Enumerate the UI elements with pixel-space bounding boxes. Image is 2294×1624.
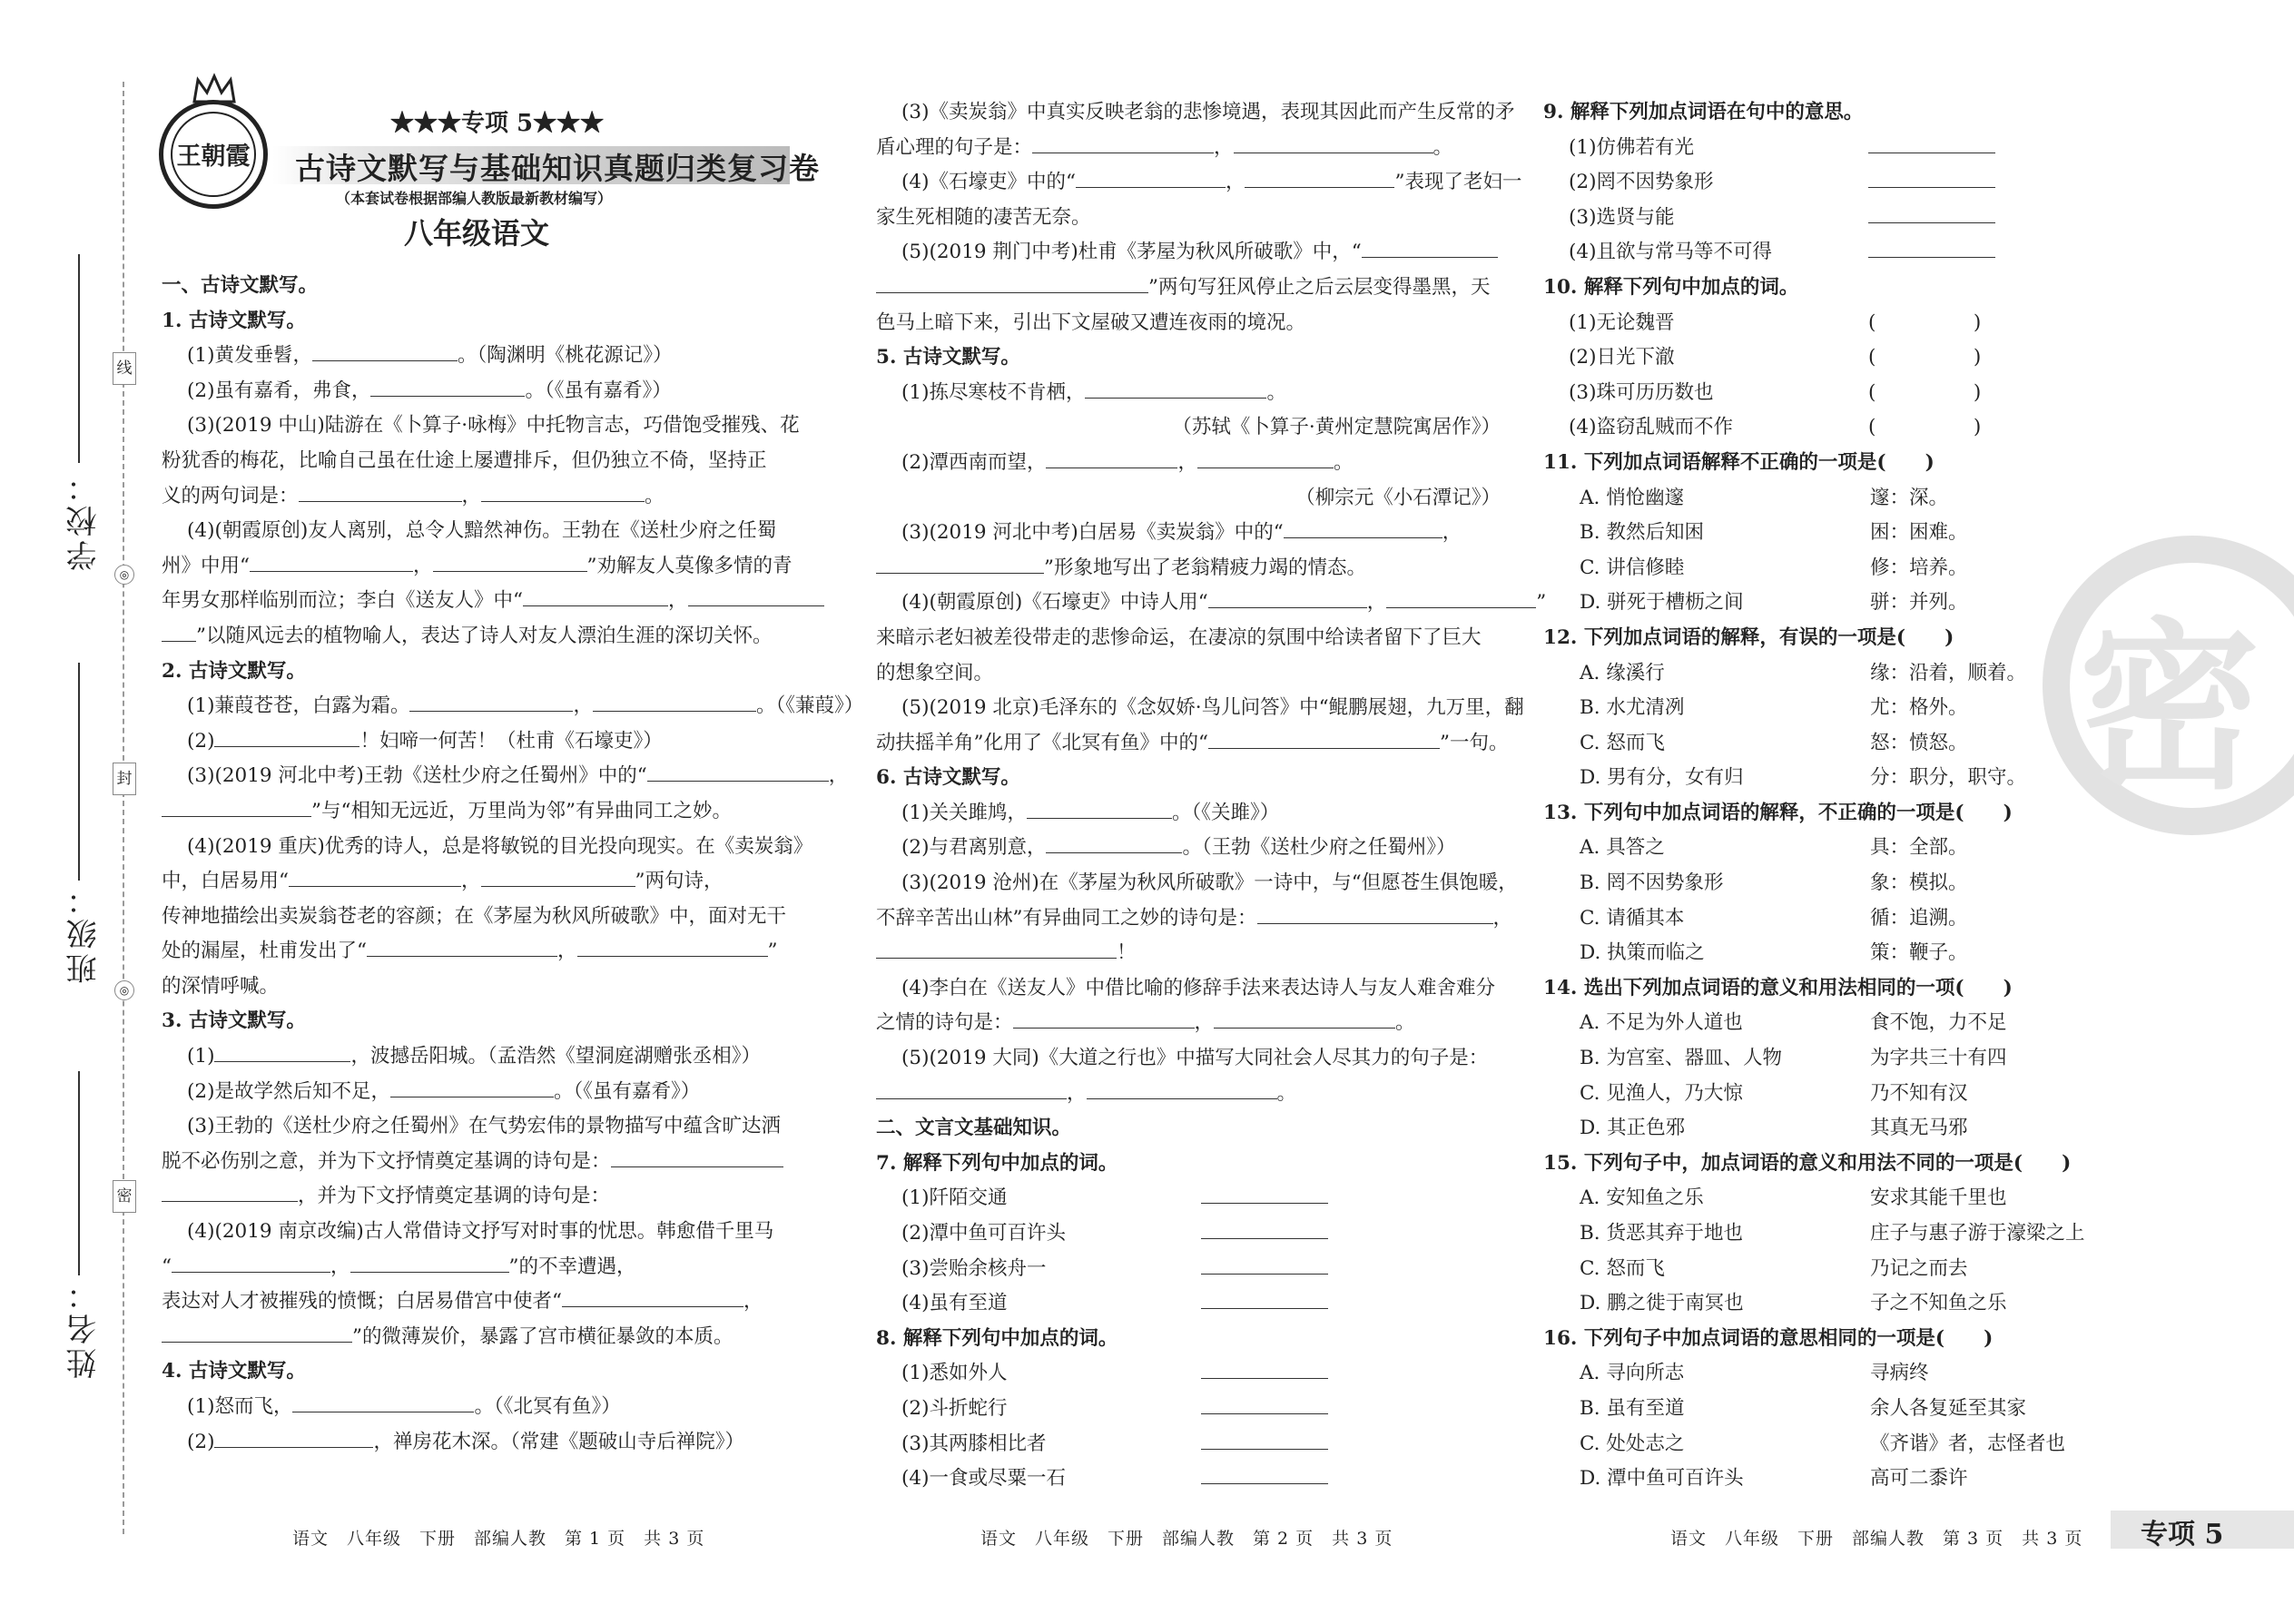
choice-option-text: C. 怒而飞 <box>1580 1256 1665 1280</box>
question-item: (1) ，波撼岳阳城。（孟浩然《望洞庭湖赠张丞相》） <box>162 1039 863 1075</box>
column-3 <box>1543 95 2085 1497</box>
choice-option-gloss: 安求其能千里也 <box>1870 1186 2007 1210</box>
answer-blank[interactable] <box>1257 903 1493 924</box>
choice-option[interactable] <box>1543 866 2085 901</box>
choice-option[interactable] <box>1543 1356 2085 1392</box>
question-title: 14. 选出下列加点词语的意义和用法相同的一项( ) <box>1543 976 2013 999</box>
question-item: “ ， ”的不幸遭遇， <box>162 1250 863 1285</box>
choice-option-gloss: 怒：愤怒。 <box>1870 731 1968 754</box>
question-item: (2)罔不因势象形 <box>1543 165 2085 201</box>
question-title: 1. 古诗文默写。 <box>162 309 306 332</box>
section-heading: 二、文言文基础知识。 <box>876 1117 1072 1140</box>
question-item: (1)悉如外人 <box>876 1356 1546 1392</box>
binding-hole-icon: ◎ <box>114 565 134 585</box>
brand-logo <box>159 100 268 209</box>
school-label: 学校： <box>66 468 103 571</box>
choice-option-gloss: 骈：并列。 <box>1870 591 1968 615</box>
choice-option[interactable] <box>1543 1041 2085 1077</box>
question-item: 州》中用“ ， ”劝解友人莫像多情的青 <box>162 549 863 585</box>
choice-option-text: D. 骈死于槽枥之间 <box>1580 591 1744 615</box>
answer-blank[interactable] <box>577 936 768 957</box>
grade-title: 八年级语文 <box>404 216 550 251</box>
choice-option[interactable] <box>1543 1006 2085 1041</box>
name-field[interactable] <box>78 1071 80 1275</box>
question-title: 6. 古诗文默写。 <box>876 766 1020 790</box>
choice-option-text: A. 寻向所志 <box>1580 1362 1685 1385</box>
answer-blank[interactable] <box>876 272 1148 293</box>
question-text: 的深情呼喊。 <box>162 974 280 998</box>
answer-blank[interactable] <box>162 621 196 642</box>
answer-blank[interactable] <box>481 866 635 887</box>
question-title: 5. 古诗文默写。 <box>876 346 1020 369</box>
choice-option[interactable] <box>1543 516 2085 551</box>
choice-option-text: C. 讲信修睦 <box>1580 556 1685 579</box>
section-heading: 一、古诗文默写。 <box>162 274 319 297</box>
question-item: 义的两句词是： ， 。 <box>162 479 863 515</box>
answer-blank[interactable] <box>350 1252 509 1273</box>
question-text: 家生死相随的凄苦无奈。 <box>876 205 1091 229</box>
question-item: (4)且欲与常马等不可得 <box>1543 235 2085 271</box>
choice-option-gloss: 缘：沿着，顺着。 <box>1870 661 2027 684</box>
special-title: ★★★专项 5★★★ <box>390 110 605 137</box>
answer-blank[interactable] <box>1362 237 1498 258</box>
question-title: 9. 解释下列加点词语在句中的意思。 <box>1543 101 1864 123</box>
answer-blank[interactable] <box>1201 1254 1328 1275</box>
choice-option-text: B. 货恶其弃于地也 <box>1580 1222 1743 1245</box>
answer-blank[interactable] <box>1085 378 1266 399</box>
answer-blank[interactable] <box>214 726 359 747</box>
choice-option-text: C. 请循其本 <box>1580 906 1685 930</box>
answer-blank[interactable] <box>162 1322 352 1343</box>
question-title: 8. 解释下列句中加点的词。 <box>876 1326 1118 1350</box>
answer-blank[interactable] <box>1013 1008 1195 1029</box>
question-item: 中，白居易用“ ， ”两句诗， <box>162 864 863 900</box>
question-item: (1)阡陌交通 <box>876 1181 1546 1216</box>
class-label: 班级： <box>66 881 103 984</box>
answer-blank[interactable] <box>390 1077 554 1097</box>
choice-option-gloss: 具：全部。 <box>1870 836 1968 860</box>
choice-option-text: A. 安知鱼之乐 <box>1580 1186 1704 1210</box>
question-item: 之情的诗句是： ， 。 <box>876 1006 1546 1041</box>
choice-option[interactable] <box>1543 761 2085 796</box>
special-badge: 专项 5 <box>2141 1519 2224 1550</box>
question-item: 盾心理的句子是： ， 。 <box>876 131 1546 166</box>
question-item: (3)珠可历历数也 ( ) <box>1569 380 1982 404</box>
question-item: (2)是故学然后知不足， 。（《虽有嘉肴》） <box>162 1075 863 1110</box>
answer-blank[interactable] <box>647 761 829 782</box>
question-item: (2)与君离别意， 。（王勃《送杜少府之任蜀州》） <box>876 831 1546 866</box>
question-item: (2)潭西南而望， ， 。 <box>876 446 1546 481</box>
choice-option-gloss: 分：职分，职守。 <box>1870 766 2027 790</box>
question-item: (2)潭中鱼可百许头 <box>876 1216 1546 1252</box>
question-item: (4)李白在《送友人》中借比喻的修辞手法来表达诗人与友人难舍难分 <box>901 976 1495 999</box>
choice-option-text: D. 潭中鱼可百许头 <box>1580 1467 1744 1491</box>
page-footer: 语文 八年级 下册 部编人教 第 3 页 共 3 页 <box>1670 1529 2083 1549</box>
answer-blank[interactable] <box>1076 167 1226 188</box>
question-item: (2)虽有嘉肴，弗食， 。（《虽有嘉肴》） <box>162 374 863 409</box>
choice-option-text: D. 鹏之徙于南冥也 <box>1580 1292 1744 1315</box>
choice-option[interactable] <box>1543 901 2085 937</box>
answer-blank[interactable] <box>876 938 1117 959</box>
question-item: (2)斗折蛇行 <box>876 1392 1546 1427</box>
column-1 <box>162 269 863 1460</box>
question-item: (3)(2019 中山)陆游在《卜算子·咏梅》中托物言志，巧借饱受摧残、花 <box>187 414 800 438</box>
choice-option-text: A. 不足为外人道也 <box>1580 1011 1743 1035</box>
column-2 <box>876 95 1546 1497</box>
choice-option-gloss: 其真无马邪 <box>1870 1117 1968 1140</box>
answer-blank[interactable] <box>1087 1078 1277 1099</box>
answer-blank[interactable] <box>1197 448 1334 468</box>
question-title: 12. 下列加点词语的解释，有误的一项是( ) <box>1543 625 1954 649</box>
answer-blank[interactable] <box>1201 1218 1328 1239</box>
answer-blank[interactable] <box>1234 133 1433 153</box>
question-item: (3)其两膝相比者 <box>876 1427 1546 1462</box>
answer-blank[interactable] <box>481 481 645 502</box>
question-item: 处的漏屋，杜甫发出了“ ， ” <box>162 934 863 969</box>
answer-blank[interactable] <box>1214 1008 1395 1029</box>
page-footer: 语文 八年级 下册 部编人教 第 1 页 共 3 页 <box>292 1529 705 1549</box>
answer-blank[interactable] <box>370 376 525 397</box>
answer-paren[interactable]: ( ) <box>1868 346 1982 369</box>
choice-option-text: B. 为宫室、器皿、人物 <box>1580 1047 1782 1070</box>
question-item: ”两句写狂风停止之后云层变得墨黑，天 <box>876 271 1546 306</box>
question-text: 色马上暗下来，引出下文屋破又遭连夜雨的境况。 <box>876 310 1306 334</box>
answer-blank[interactable] <box>1284 517 1442 538</box>
question-item: (3)王勃的《送杜少府之任蜀州》在气势宏伟的景物描写中蕴含旷达洒 <box>187 1115 781 1138</box>
question-item: (1)怒而飞， 。（《北冥有鱼》） <box>162 1390 863 1425</box>
question-item: 不辞辛苦出山林”有异曲同工之妙的诗句是： ， <box>876 901 1546 937</box>
question-title: 15. 下列句子中，加点词语的意义和用法不同的一项是( ) <box>1543 1151 2072 1175</box>
question-title: 11. 下列加点词语解释不正确的一项是( ) <box>1543 450 1935 474</box>
page-footer: 语文 八年级 下册 部编人教 第 2 页 共 3 页 <box>980 1529 1393 1549</box>
question-item: (1)拣尽寒枝不肯栖， 。 <box>876 376 1546 411</box>
question-item: ！ <box>876 936 1546 971</box>
choice-option[interactable] <box>1543 1427 2085 1462</box>
question-title: 3. 古诗文默写。 <box>162 1009 306 1033</box>
answer-blank[interactable] <box>292 1392 474 1412</box>
question-text: 来暗示老妇被差役带走的悲惨命运，在凄凉的氛围中给读者留下了巨大 <box>876 625 1482 649</box>
question-item: ， 。 <box>876 1077 1546 1112</box>
choice-option[interactable] <box>1543 1216 2085 1252</box>
answer-blank[interactable] <box>876 553 1044 574</box>
answer-blank[interactable] <box>250 551 413 572</box>
answer-blank[interactable] <box>1201 1429 1328 1450</box>
choice-option-gloss: 寻病终 <box>1870 1362 1929 1385</box>
answer-blank[interactable] <box>1201 1358 1328 1379</box>
question-item: (4)虽有至道 <box>876 1286 1546 1322</box>
question-text: 传神地描绘出卖炭翁苍老的容颜；在《茅屋为秋风所破歌》中，面对无干 <box>162 904 787 928</box>
answer-blank[interactable] <box>1868 167 1995 188</box>
choice-option-gloss: 困：困难。 <box>1870 521 1968 545</box>
answer-blank[interactable] <box>1868 202 1995 223</box>
question-item: (4)《石壕吏》中的“ ， ”表现了老妇一 <box>876 165 1546 201</box>
choice-option-gloss: 高可二黍许 <box>1870 1467 1968 1491</box>
question-source: （柳宗元《小石潭记》） <box>1295 486 1501 509</box>
answer-blank[interactable] <box>876 1078 1067 1099</box>
main-title: 古诗文默写与基础知识真题归类复习卷 <box>295 151 820 186</box>
subtitle: （本套试卷根据部编人教版最新教材编写） <box>336 190 613 207</box>
answer-blank[interactable] <box>289 866 461 887</box>
question-item: (4)盗窃乱贼而不作 ( ) <box>1569 416 1982 439</box>
choice-option-text: B. 虽有至道 <box>1580 1396 1685 1420</box>
answer-blank[interactable] <box>172 1252 330 1273</box>
choice-option-gloss: 庄子与惠子游于濠梁之上 <box>1870 1222 2085 1245</box>
answer-blank[interactable] <box>214 1427 373 1448</box>
answer-blank[interactable] <box>1386 587 1536 608</box>
answer-blank[interactable] <box>688 586 824 606</box>
question-source: （苏轼《卜算子·黄州定慧院寓居作》） <box>1172 416 1501 439</box>
answer-blank[interactable] <box>593 691 756 712</box>
answer-blank[interactable] <box>162 796 311 817</box>
name-label: 姓名： <box>66 1275 103 1379</box>
question-text: 粉犹香的梅花，比喻自己虽在仕途上屡遭排斥，但仍独立不倚，坚持正 <box>162 448 767 472</box>
choice-option-gloss: 乃记之而去 <box>1870 1256 1968 1280</box>
question-item: (4)(朝霞原创)《石壕吏》中诗人用“ ， ” <box>876 586 1546 621</box>
binding-tag-seal: 封 <box>113 763 136 795</box>
answer-blank[interactable] <box>299 481 462 502</box>
answer-blank[interactable] <box>1201 1463 1328 1484</box>
question-item: (1)关关雎鸠， 。（《关雎》） <box>876 796 1546 832</box>
choice-option[interactable] <box>1543 481 2085 517</box>
question-item: (1)黄发垂髫， 。（陶渊明《桃花源记》） <box>162 339 863 374</box>
answer-blank[interactable] <box>562 1286 743 1307</box>
choice-option[interactable] <box>1543 586 2085 621</box>
choice-option-text: A. 具答之 <box>1580 836 1665 860</box>
choice-option-text: A. 悄怆幽邃 <box>1580 486 1685 509</box>
answer-blank[interactable] <box>1208 728 1440 749</box>
binding-tag-secret: 密 <box>113 1180 136 1213</box>
question-item: (1)仿佛若有光 <box>1543 131 2085 166</box>
choice-option[interactable] <box>1543 1077 2085 1112</box>
question-item: ”以随风远去的植物喻人，表达了诗人对友人漂泊生涯的深切关怀。 <box>162 619 863 655</box>
answer-blank[interactable] <box>1201 1393 1328 1414</box>
answer-blank[interactable] <box>409 691 573 712</box>
choice-option-gloss: 修：培养。 <box>1870 556 1968 579</box>
choice-option-gloss: 循：追溯。 <box>1870 906 1968 930</box>
question-title: 4. 古诗文默写。 <box>162 1360 306 1383</box>
question-item: (3)(2019 河北中考)王勃《送杜少府之任蜀州》中的“ ， <box>162 759 863 794</box>
question-item: (2) ！妇啼一何苦！（杜甫《石壕吏》） <box>162 724 863 760</box>
answer-blank[interactable] <box>1201 1288 1328 1309</box>
choice-option[interactable] <box>1543 656 2085 692</box>
choice-option[interactable] <box>1543 726 2085 762</box>
choice-option-text: A. 缘溪行 <box>1580 661 1665 684</box>
question-item: (2) ，禅房花木深。（常建《题破山寺后禅院》） <box>162 1425 863 1461</box>
answer-paren[interactable]: ( ) <box>1868 416 1982 439</box>
question-text: 的想象空间。 <box>876 661 994 684</box>
choice-option-text: C. 处处志之 <box>1580 1432 1685 1455</box>
question-item: (3)尝贻余核舟一 <box>876 1252 1546 1287</box>
question-item: (3)(2019 河北中考)白居易《卖炭翁》中的“ ， <box>876 516 1546 551</box>
question-item: (3)《卖炭翁》中真实反映老翁的悲惨境遇，表现其因此而产生反常的矛 <box>901 101 1515 123</box>
answer-blank[interactable] <box>433 551 587 572</box>
choice-option-text: B. 水尤清冽 <box>1580 696 1685 720</box>
choice-option[interactable] <box>1543 1392 2085 1427</box>
answer-blank[interactable] <box>1027 798 1172 819</box>
answer-paren[interactable]: ( ) <box>1868 310 1982 334</box>
choice-option[interactable] <box>1543 1252 2085 1287</box>
question-item: (4)一食或尽粟一石 <box>876 1462 1546 1497</box>
brand-logo-text: 王朝霞 <box>171 112 256 197</box>
answer-blank[interactable] <box>1032 133 1214 153</box>
answer-blank[interactable] <box>523 586 668 606</box>
question-item: (4)(朝霞原创)友人离别，总令人黯然神伤。王勃在《送杜少府之任蜀 <box>187 519 777 543</box>
question-item: 表达对人才被摧残的愤慨；白居易借宫中使者“ ， <box>162 1284 863 1320</box>
choice-option-gloss: 尤：格外。 <box>1870 696 1968 720</box>
answer-blank[interactable] <box>1201 1183 1328 1204</box>
choice-option-gloss: 邃：深。 <box>1870 486 1949 509</box>
choice-option-gloss: 为字共三十有四 <box>1870 1047 2007 1070</box>
question-item: ”形象地写出了老翁精疲力竭的情态。 <box>876 551 1546 586</box>
question-title: 13. 下列句中加点词语的解释，不正确的一项是( ) <box>1543 801 2013 824</box>
choice-option-text: D. 男有分，女有归 <box>1580 766 1744 790</box>
choice-option-text: C. 见渔人，乃大惊 <box>1580 1081 1743 1105</box>
question-item: 年男女那样临别而泣；李白《送友人》中“ ， <box>162 584 863 619</box>
answer-blank[interactable] <box>162 1181 298 1202</box>
choice-option-text: D. 执策而临之 <box>1580 941 1705 965</box>
choice-option-text: B. 罔不因势象形 <box>1580 871 1724 895</box>
question-item: (3)选贤与能 <box>1543 201 2085 236</box>
question-item: (5)(2019 北京)毛泽东的《念奴娇·鸟儿问答》中“鲲鹏展翅，九万里，翻 <box>901 696 1524 720</box>
answer-blank[interactable] <box>1868 237 1995 258</box>
answer-blank[interactable] <box>1245 167 1394 188</box>
question-title: 16. 下列句子中加点词语的意思相同的一项是( ) <box>1543 1326 1994 1350</box>
answer-blank[interactable] <box>1046 448 1177 468</box>
answer-blank[interactable] <box>1208 587 1367 608</box>
choice-option[interactable] <box>1543 1286 2085 1322</box>
question-item: (1)无论魏晋 ( ) <box>1569 310 1982 334</box>
school-field[interactable] <box>78 254 80 463</box>
class-field[interactable] <box>78 663 80 881</box>
choice-option-gloss: 子之不知鱼之乐 <box>1870 1292 2007 1315</box>
choice-option-gloss: 策：鞭子。 <box>1870 941 1968 965</box>
choice-option-gloss: 乃不知有汉 <box>1870 1081 1968 1105</box>
binding-strip <box>0 0 154 1624</box>
question-item: (4)(2019 南京改编)古人常借诗文抒写对时事的忧思。韩愈借千里马 <box>187 1220 774 1244</box>
answer-blank[interactable] <box>1868 133 1995 153</box>
question-item: (2)日光下澈 ( ) <box>1569 346 1982 369</box>
question-item: ”与“相知无远近，万里尚为邻”有异曲同工之妙。 <box>162 794 863 830</box>
choice-option[interactable] <box>1543 1181 2085 1216</box>
answer-paren[interactable]: ( ) <box>1868 380 1982 404</box>
choice-option[interactable] <box>1543 691 2085 726</box>
question-item: (5)(2019 大同)《大道之行也》中描写大同社会人尽其力的句子是： <box>901 1047 1489 1070</box>
choice-option-gloss: 《齐谐》者，志怪者也 <box>1870 1432 2066 1455</box>
choice-option-gloss: 象：模拟。 <box>1870 871 1968 895</box>
binding-tag-line: 线 <box>113 352 136 385</box>
choice-option-text: B. 教然后知困 <box>1580 521 1704 545</box>
question-item: (1)蒹葭苍苍，白露为霜。 ， 。（《蒹葭》） <box>162 689 863 724</box>
question-item: 动扶摇羊角”化用了《北冥有鱼》中的“ ”一句。 <box>876 726 1546 762</box>
choice-option-gloss: 食不饱，力不足 <box>1870 1011 2007 1035</box>
question-item: (3)(2019 沧州)在《茅屋为秋风所破歌》一诗中，与“但愿苍生俱饱暖， <box>901 871 1518 895</box>
answer-blank[interactable] <box>611 1147 783 1167</box>
answer-blank[interactable] <box>1046 832 1182 853</box>
choice-option-text: D. 其正色邪 <box>1580 1117 1686 1140</box>
question-item: ”的微薄炭价，暴露了宫市横征暴敛的本质。 <box>162 1320 863 1355</box>
choice-option[interactable] <box>1543 1111 2085 1147</box>
choice-option[interactable] <box>1543 551 2085 586</box>
choice-option[interactable] <box>1543 936 2085 971</box>
choice-option-gloss: 余人各复延至其家 <box>1870 1396 2027 1420</box>
question-item: (5)(2019 荆门中考)杜甫《茅屋为秋风所破歌》中，“ <box>876 235 1546 271</box>
seal-watermark-glyph: 密 <box>2079 601 2261 814</box>
answer-blank[interactable] <box>312 340 458 361</box>
binding-dashed-line <box>123 82 124 1534</box>
question-item: (4)(2019 重庆)优秀的诗人，总是将敏锐的目光投向现实。在《卖炭翁》 <box>187 834 813 858</box>
question-title: 7. 解释下列句中加点的词。 <box>876 1151 1118 1175</box>
question-title: 2. 古诗文默写。 <box>162 659 306 683</box>
choice-option[interactable] <box>1543 1462 2085 1497</box>
question-title: 10. 解释下列句中加点的词。 <box>1543 275 1799 299</box>
answer-blank[interactable] <box>367 936 557 957</box>
question-item: 脱不必伤别之意，并为下文抒情奠定基调的诗句是： <box>162 1145 863 1180</box>
answer-blank[interactable] <box>214 1041 350 1062</box>
choice-option[interactable] <box>1543 831 2085 866</box>
question-item: ，并为下文抒情奠定基调的诗句是： <box>162 1179 863 1215</box>
choice-option-text: C. 怒而飞 <box>1580 731 1665 754</box>
binding-hole-icon: ◎ <box>114 980 134 1000</box>
